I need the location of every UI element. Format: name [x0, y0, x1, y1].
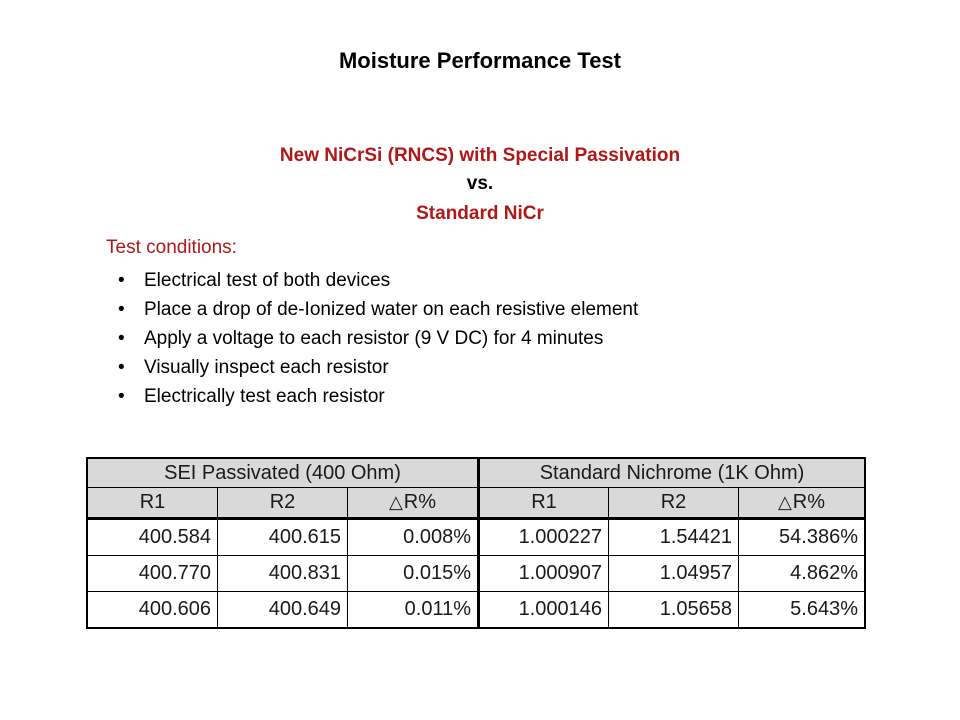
- table-cell: 1.000227: [479, 519, 609, 556]
- table-cell: 1.000146: [479, 592, 609, 629]
- table-row: [87, 556, 865, 592]
- table-cell: 1.000907: [479, 556, 609, 592]
- table-cell: 4.862%: [739, 556, 866, 592]
- condition-text: Visually inspect each resistor: [144, 357, 389, 378]
- group-header-sei-passivated: SEI Passivated (400 Ohm): [87, 458, 479, 488]
- column-header-label: R%: [403, 491, 437, 513]
- test-conditions-list: [118, 266, 638, 411]
- table-cell: 0.015%: [348, 556, 479, 592]
- table-cell: 0.008%: [348, 519, 479, 556]
- subtitle-standard-nicr: Standard NiCr: [416, 203, 544, 224]
- table-cell: 5.643%: [739, 592, 866, 629]
- bullet-icon: •: [118, 270, 125, 291]
- table-cell: 400.649: [218, 592, 348, 629]
- bullet-icon: •: [118, 386, 125, 407]
- column-header-delta-r: [739, 488, 866, 519]
- table-cell: 1.05658: [609, 592, 739, 629]
- table-row: [87, 519, 865, 556]
- subtitle-new-nicrsi: New NiCrSi (RNCS) with Special Passivation: [279, 145, 681, 166]
- delta-icon: △: [777, 492, 792, 512]
- table-row: [87, 592, 865, 629]
- bullet-icon: •: [118, 357, 125, 378]
- condition-item: [118, 353, 638, 382]
- table-cell: 400.606: [87, 592, 218, 629]
- table-cell: 54.386%: [739, 519, 866, 556]
- table-cell: 400.770: [87, 556, 218, 592]
- condition-text: Electrical test of both devices: [144, 270, 391, 291]
- condition-item: [118, 266, 638, 295]
- condition-item: [118, 324, 638, 353]
- group-header-standard-nichrome: Standard Nichrome (1K Ohm): [479, 458, 866, 488]
- condition-text: Electrically test each resistor: [144, 386, 385, 407]
- column-header-r1: R1: [87, 488, 218, 519]
- column-header-label: R%: [792, 491, 826, 513]
- column-header-r1: R1: [479, 488, 609, 519]
- condition-item: [118, 295, 638, 324]
- condition-text: Place a drop of de-Ionized water on each resistive element: [144, 299, 639, 320]
- subtitle-vs: vs.: [466, 173, 494, 194]
- table-group-header-row: [87, 458, 865, 488]
- test-conditions-label: Test conditions:: [106, 237, 237, 258]
- results-table: [86, 457, 866, 629]
- table-cell: 400.584: [87, 519, 218, 556]
- table-cell: 400.615: [218, 519, 348, 556]
- table-cell: 0.011%: [348, 592, 479, 629]
- delta-icon: △: [388, 492, 403, 512]
- condition-item: [118, 382, 638, 411]
- column-header-r2: R2: [609, 488, 739, 519]
- column-header-delta-r: [348, 488, 479, 519]
- slide-title: Moisture Performance Test: [338, 48, 621, 73]
- bullet-icon: •: [118, 299, 125, 320]
- condition-text: Apply a voltage to each resistor (9 V DC) for 4 minutes: [144, 328, 604, 349]
- table-cell: 400.831: [218, 556, 348, 592]
- table-cell: 1.54421: [609, 519, 739, 556]
- bullet-icon: •: [118, 328, 125, 349]
- table-column-header-row: [87, 488, 865, 519]
- table-cell: 1.04957: [609, 556, 739, 592]
- column-header-r2: R2: [218, 488, 348, 519]
